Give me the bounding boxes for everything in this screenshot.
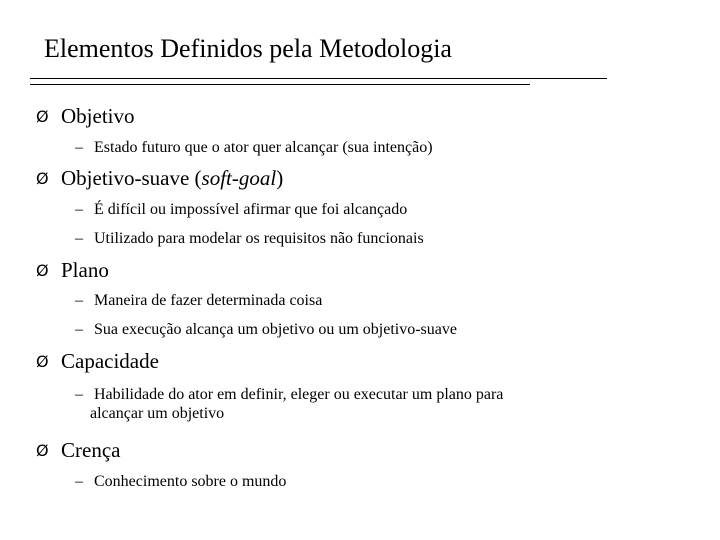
bullet-label: Crença	[61, 438, 121, 462]
slide-title: Elementos Definidos pela Metodologia	[44, 34, 452, 63]
sub-text: Habilidade do ator em definir, eleger ou executar um plano para	[94, 386, 504, 403]
sub-dash: –	[75, 321, 83, 338]
label-italic: soft-goal	[201, 166, 277, 190]
arrow-bullet-icon: Ø	[36, 261, 49, 280]
sub-item	[75, 383, 503, 407]
sub-text: É difícil ou impossível afirmar que foi alcançado	[94, 201, 408, 218]
sub-item	[75, 289, 322, 313]
bullet-label: Plano	[61, 258, 109, 282]
title-rule-top	[30, 78, 607, 79]
sub-text: Estado futuro que o ator quer alcançar (sua intenção)	[94, 139, 433, 156]
sub-dash: –	[75, 292, 83, 309]
sub-text: Maneira de fazer determinada coisa	[94, 292, 323, 309]
sub-dash: –	[75, 230, 83, 247]
sub-dash: –	[75, 386, 83, 403]
sub-dash: –	[75, 201, 83, 218]
sub-dash: –	[75, 139, 83, 156]
sub-item	[75, 318, 457, 342]
sub-item-continuation: alcançar um objetivo	[90, 405, 225, 422]
sub-item	[75, 227, 424, 251]
bullet-label	[61, 166, 283, 191]
arrow-bullet-icon: Ø	[36, 441, 49, 460]
bullet-label: Objetivo	[61, 104, 135, 128]
sub-item	[75, 198, 407, 222]
sub-item	[75, 136, 433, 160]
title-rule-bottom	[30, 84, 530, 85]
sub-item	[75, 470, 286, 494]
arrow-bullet-icon: Ø	[36, 107, 49, 126]
sub-text: Sua execução alcança um objetivo ou um objetivo-suave	[94, 321, 457, 338]
sub-text: Utilizado para modelar os requisitos não funcionais	[94, 230, 424, 247]
sub-dash: –	[75, 473, 83, 490]
bullet-label: Capacidade	[61, 349, 159, 373]
label-pre: Objetivo-suave (	[61, 166, 202, 190]
arrow-bullet-icon: Ø	[36, 169, 49, 188]
label-post: )	[276, 166, 284, 190]
arrow-bullet-icon: Ø	[36, 352, 49, 371]
sub-text: Conhecimento sobre o mundo	[94, 473, 287, 490]
